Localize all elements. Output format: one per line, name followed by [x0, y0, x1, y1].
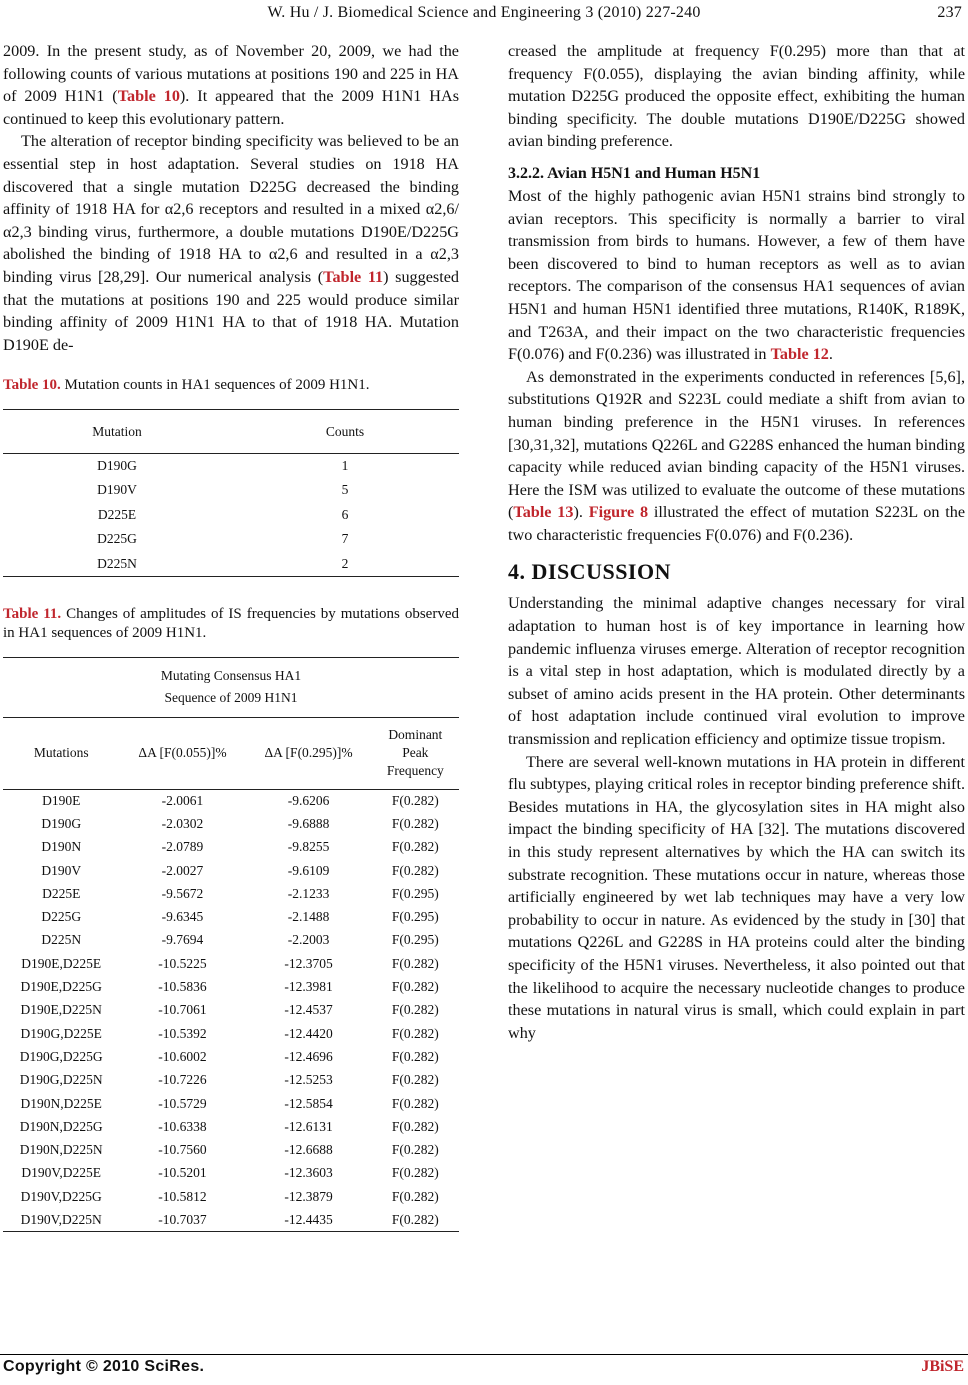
- table-row: [3, 952, 459, 975]
- table-row: [3, 454, 459, 479]
- table-cell: D190N: [41, 839, 82, 855]
- table-cell: -10.7061: [158, 1002, 207, 1018]
- table-cell: -9.5672: [161, 885, 204, 901]
- table-13-link[interactable]: Table 13: [513, 503, 574, 522]
- table-row: [3, 503, 459, 528]
- table-cell: D225E: [97, 506, 137, 522]
- table-cell: -2.0061: [161, 792, 204, 808]
- table-row: [3, 1162, 459, 1185]
- table-cell: F(0.282): [391, 1095, 439, 1111]
- paragraph: There are several well-known mutations in HA protein in different flu subtypes, playing critical roles in receptor binding preference shift. Besides mutations in HA, the glycosylation sites in HA might also impact the binding specificity of HA [32]. The mutations discovered in this study represent alternatives by which the HA can switch its substrate recognition. These mutations occur in nature, whereas those artificially engineered by wet lab techniques may have a very low probability to occur in nature. As evidenced by the study in [30] that mutations Q226L and G228S in HA proteins could alter the binding specificity of the H5N1 viruses. Nevertheless, it also pointed out that the likelihood to acquire the necessary nucleotide changes to produce these mutations in natural virus is small, which could explain in part why: [508, 752, 965, 1042]
- table-10-link[interactable]: Table 10: [117, 87, 180, 106]
- running-header: [0, 4, 968, 22]
- table-cell: F(0.282): [372, 1209, 459, 1232]
- table-cell: 5: [341, 482, 349, 498]
- table-cell: D190G,D225N: [19, 1072, 103, 1088]
- paragraph: Most of the highly pathogenic avian H5N1 strains bind strongly to avian receptors. This specificity is normally a barrier to viral transmission from birds to humans. However, a few of them have been discovered to bind to human receptors as well as to avian receptors. The comparison of the consensus HA1 sequences of avian H5N1 and human H5N1 identified three mutations, R140K, R189K, and T263A, and their impact on the two characteristic frequencies F(0.076) and F(0.236) was illustrated in Table 12.: [508, 186, 965, 364]
- table-cell: -10.5225: [158, 955, 207, 971]
- table-row: [3, 883, 459, 906]
- table-cell: -10.6338: [158, 1118, 207, 1134]
- table-row: [3, 552, 459, 577]
- table-cell: D190G,D225G: [19, 1048, 103, 1064]
- table-cell: F(0.282): [391, 1165, 439, 1181]
- table-cell: D225N: [41, 932, 82, 948]
- table-cell: -9.6206: [287, 792, 330, 808]
- table-cell: -10.5812: [158, 1188, 207, 1204]
- table-cell: F(0.282): [391, 839, 439, 855]
- table-row: [3, 1139, 459, 1162]
- table-cell: F(0.295): [391, 885, 439, 901]
- page-number: 237: [937, 4, 962, 21]
- paragraph: As demonstrated in the experiments conducted in references [5,6], substitutions Q192R and S223L could mediate a shift from avian to human binding preference in the H5N1 viruses. In references [30,31,32], mutations Q226L and G228S enhanced the human binding capacity while reduced avian binding capacity of the H5N1 viruses. Here the ISM was utilized to evaluate the outcome of these mutations (Table 13). Figure 8 illustrated the effect of mutation S223L on the two characteristic frequencies F(0.076) and F(0.236).: [508, 367, 966, 544]
- table-cell: -12.5854: [284, 1095, 333, 1111]
- table-row: [3, 789, 459, 812]
- table-row: [3, 929, 459, 952]
- table-cell: D225N: [3, 552, 231, 577]
- section-heading: 4. DISCUSSION: [508, 559, 671, 585]
- table-cell: 7: [341, 531, 349, 547]
- table-cell: -2.1233: [287, 885, 330, 901]
- table-row: [3, 1209, 459, 1232]
- table-cell: D225G: [41, 909, 82, 925]
- table-cell: F(0.282): [391, 1025, 439, 1041]
- table-cell: D190V: [97, 482, 137, 498]
- table-cell: -12.3879: [284, 1188, 333, 1204]
- table-row: [3, 859, 459, 882]
- table-row: [3, 1115, 459, 1138]
- table-cell: F(0.282): [391, 1048, 439, 1064]
- column-header: Counts: [231, 410, 459, 454]
- left-column: [3, 40, 459, 1232]
- table-cell: F(0.282): [391, 1002, 439, 1018]
- table-cell: F(0.282): [391, 815, 439, 831]
- table-cell: -9.6345: [161, 909, 204, 925]
- table-cell: D190E,D225G: [20, 979, 102, 995]
- table-11-link[interactable]: Table 11: [323, 267, 384, 286]
- table-cell: -12.6131: [284, 1118, 333, 1134]
- table-cell: F(0.282): [391, 979, 439, 995]
- table-cell: D190N,D225N: [19, 1142, 103, 1158]
- table-cell: -10.6002: [158, 1048, 207, 1064]
- table-cell: -12.3705: [284, 955, 333, 971]
- table-cell: -2.0027: [161, 862, 204, 878]
- table-cell: 2: [231, 552, 459, 577]
- table-cell: -10.7560: [158, 1142, 207, 1158]
- table-cell: -12.3603: [284, 1165, 333, 1181]
- table-cell: F(0.282): [391, 1142, 439, 1158]
- table-row: [3, 976, 459, 999]
- table-cell: F(0.295): [391, 909, 439, 925]
- table-cell: D190E: [42, 792, 81, 808]
- figure-8-link[interactable]: Figure 8: [588, 503, 649, 522]
- table-cell: D190E,D225E: [21, 955, 102, 971]
- table-cell: D190G: [97, 458, 137, 474]
- table-cell: F(0.282): [391, 792, 439, 808]
- table-row: [3, 1185, 459, 1208]
- paragraph: creased the amplitude at frequency F(0.295) more than that at frequency F(0.055), displaying the avian binding affinity, while mutation D225G produced the opposite effect, exhibiting the human binding specificity. The double mutations D190E/D225G showed avian binding preference.: [508, 42, 965, 151]
- table-row: [3, 813, 459, 836]
- table-cell: F(0.282): [391, 1118, 439, 1134]
- table-cell: -9.6109: [287, 862, 330, 878]
- table-cell: -12.4435: [246, 1209, 372, 1232]
- table-12-link[interactable]: Table 12: [770, 345, 829, 364]
- table-row: [3, 999, 459, 1022]
- table-cell: -10.7226: [158, 1072, 207, 1088]
- table-row: [3, 527, 459, 552]
- copyright: Copyright © 2010 SciRes.: [3, 1358, 205, 1375]
- table-cell: D225G: [97, 531, 137, 547]
- table-cell: -2.0789: [161, 839, 204, 855]
- table-cell: -9.8255: [287, 839, 330, 855]
- table-10: [3, 409, 459, 577]
- table-cell: -12.4696: [284, 1048, 333, 1064]
- table-cell: D190V,D225G: [20, 1188, 102, 1204]
- table-cell: D190V,D225N: [3, 1209, 119, 1232]
- table-cell: 1: [341, 458, 349, 474]
- table-cell: F(0.282): [391, 1188, 439, 1204]
- subsection-heading: 3.2.2. Avian H5N1 and Human H5N1: [508, 164, 761, 182]
- journal-abbrev: JBiSE: [921, 1358, 964, 1375]
- table-11-caption: Table 11. Changes of amplitudes of IS frequencies by mutations observed in HA1 sequences of 2009 H1N1.: [3, 605, 459, 641]
- table-cell: F(0.282): [391, 1072, 439, 1088]
- table-row: [3, 1046, 459, 1069]
- table-row: [3, 478, 459, 503]
- column-header: ΔA [F(0.295)]%: [246, 717, 372, 789]
- table-cell: D190G,D225E: [20, 1025, 102, 1041]
- table-cell: 6: [341, 506, 349, 522]
- table-cell: F(0.282): [391, 955, 439, 971]
- table-cell: F(0.282): [391, 862, 439, 878]
- table-cell: F(0.295): [391, 932, 439, 948]
- table-cell: D190N,D225G: [19, 1118, 103, 1134]
- table-cell: -10.5392: [158, 1025, 207, 1041]
- table-cell: D190N,D225E: [20, 1095, 102, 1111]
- table-cell: -10.7037: [119, 1209, 245, 1232]
- table-cell: -12.6688: [284, 1142, 333, 1158]
- table-row: [3, 1022, 459, 1045]
- table-cell: D190V,D225E: [21, 1165, 102, 1181]
- right-column: [508, 40, 965, 1044]
- table-cell: -12.5253: [284, 1072, 333, 1088]
- table-cell: -10.5729: [158, 1095, 207, 1111]
- table-11: [3, 657, 459, 1233]
- table-cell: -2.1488: [287, 909, 330, 925]
- table-row: [3, 836, 459, 859]
- paragraph: 2009. In the present study, as of November 20, 2009, we had the following counts of various mutations at positions 190 and 225 in HA of 2009 H1N1 (Table 10). It appeared that the 2009 H1N1 HAs continued to keep this evolutionary pattern.: [3, 42, 459, 128]
- table-cell: -9.6888: [287, 815, 330, 831]
- table-cell: -2.2003: [287, 932, 330, 948]
- table-cell: D190V: [41, 862, 82, 878]
- table-cell: D225E: [42, 885, 81, 901]
- paragraph: Understanding the minimal adaptive changes necessary for viral adaptation to human host is of key importance in learning how pandemic influenza viruses emerge. Alteration of receptor recognition is a vital step in host adaptation, which is modulated directly by a subset of amino acids present in the HA protein. Other determinants of host adaptation include continued viral evolution to improve transmission and replication efficiency and optimize tissue tropism.: [508, 594, 965, 749]
- table-row: [3, 1069, 459, 1092]
- table-row: [3, 906, 459, 929]
- table-cell: -2.0302: [161, 815, 204, 831]
- table-cell: -12.4537: [284, 1002, 333, 1018]
- column-header: Mutation: [3, 410, 231, 454]
- table-row: [3, 1092, 459, 1115]
- column-header: ΔA [F(0.055)]%: [119, 717, 245, 789]
- table-cell: -9.7694: [161, 932, 204, 948]
- column-header: Dominant Peak Frequency: [372, 717, 459, 789]
- running-title: W. Hu / J. Biomedical Science and Engineering 3 (2010) 227-240: [267, 4, 701, 21]
- table-cell: D190G: [41, 815, 82, 831]
- column-header: Mutations: [3, 717, 119, 789]
- table-10-caption: Table 10. Mutation counts in HA1 sequences of 2009 H1N1.: [3, 377, 370, 394]
- table-cell: -10.5201: [158, 1165, 207, 1181]
- footer-rule: [0, 1354, 968, 1355]
- paragraph: The alteration of receptor binding specificity was believed to be an essential step in host adaptation. Several studies on 1918 HA discovered that a single mutation D225G decreased the binding affinity of 1918 HA for α2,6 receptors and resulted in a mixed α2,6/α2,3 binding virus, furthermore, a double mutations D190E/D225G abolished the binding of 1918 HA to α2,6 and resulted in a α2,3 binding virus [28,29]. Our numerical analysis (Table 11) suggested that the mutations at positions 190 and 225 would produce similar binding affinity of 2009 H1N1 HA to that of 1918 HA. Mutation D190E de-: [3, 132, 459, 354]
- table-cell: -12.3981: [284, 979, 333, 995]
- table-group-header: Mutating Consensus HA1 Sequence of 2009 H1N1: [3, 657, 459, 717]
- table-cell: -12.4420: [284, 1025, 333, 1041]
- table-cell: -10.5836: [158, 979, 207, 995]
- table-cell: D190E,D225N: [20, 1002, 102, 1018]
